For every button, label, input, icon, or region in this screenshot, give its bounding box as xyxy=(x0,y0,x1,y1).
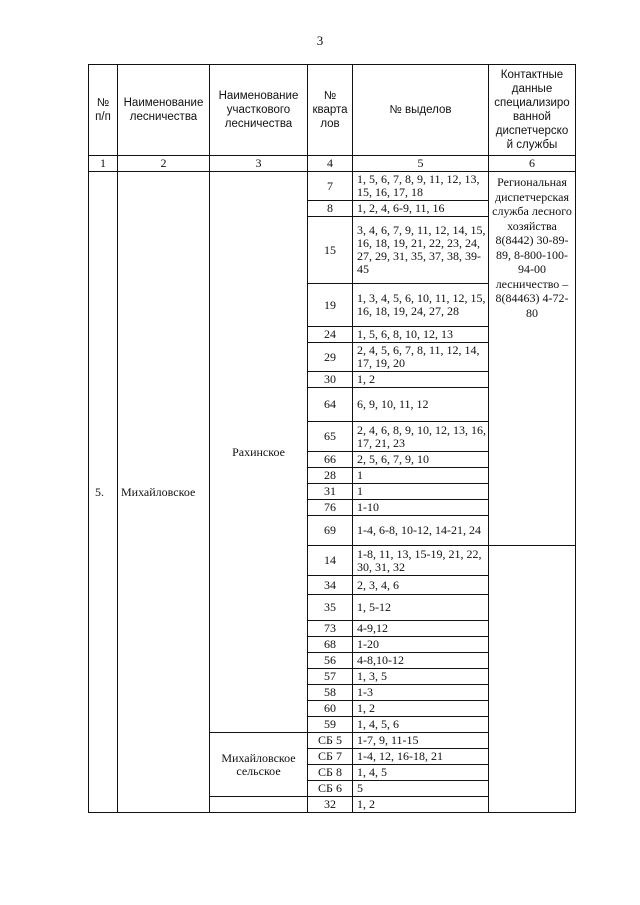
kvartal-cell: 15 xyxy=(308,217,353,284)
col-number: 4 xyxy=(308,156,353,172)
vydel-cell: 3, 4, 6, 7, 9, 11, 12, 14, 15, 16, 18, 19, 21, 22, 23, 24, 27, 29, 31, 35, 37, 38, 39-45 xyxy=(353,217,489,284)
kvartal-cell: 73 xyxy=(308,621,353,637)
contacts-cell: Региональная диспетчерская служба лесного хозяйства 8(8442) 30-89-89, 8-800-100-94-00 лесничество – 8(84463) 4-72-80 xyxy=(489,172,576,546)
kvartal-cell: 68 xyxy=(308,637,353,653)
kvartal-cell: 69 xyxy=(308,516,353,546)
kvartal-cell: 56 xyxy=(308,653,353,669)
kvartal-cell: СБ 6 xyxy=(308,781,353,797)
kvartal-cell: СБ 5 xyxy=(308,733,353,749)
uchastok-rakhinskoe: Рахинское xyxy=(210,172,308,733)
vydel-cell: 1-20 xyxy=(353,637,489,653)
kvartal-cell: 34 xyxy=(308,576,353,595)
vydel-cell: 1, 3, 4, 5, 6, 10, 11, 12, 15, 16, 18, 19, 24, 27, 28 xyxy=(353,284,489,327)
vydel-cell: 1, 2 xyxy=(353,372,489,388)
vydel-cell: 2, 4, 5, 6, 7, 8, 11, 12, 14, 17, 19, 20 xyxy=(353,343,489,372)
row-number: 5. xyxy=(89,172,118,813)
vydel-cell: 1, 4, 5, 6 xyxy=(353,717,489,733)
vydel-cell: 1, 5, 6, 7, 8, 9, 11, 12, 13, 15, 16, 17, 18 xyxy=(353,172,489,201)
lesnichestvo-name: Михайловское xyxy=(118,172,210,813)
header-contacts: Контактные данные специализиро ванной диспетчерско й службы xyxy=(489,65,576,156)
table-row xyxy=(89,172,576,201)
col-number: 6 xyxy=(489,156,576,172)
col-number: 2 xyxy=(118,156,210,172)
vydel-cell: 2, 3, 4, 6 xyxy=(353,576,489,595)
vydel-cell: 1, 3, 5 xyxy=(353,669,489,685)
contacts-empty-cell xyxy=(489,546,576,813)
col-number: 5 xyxy=(353,156,489,172)
kvartal-cell: 57 xyxy=(308,669,353,685)
vydel-cell: 1, 2, 4, 6-9, 11, 16 xyxy=(353,201,489,217)
kvartal-cell: 19 xyxy=(308,284,353,327)
kvartal-cell: 35 xyxy=(308,595,353,621)
vydel-cell: 1, 4, 5 xyxy=(353,765,489,781)
header-lesnichestvo: Наименование лесничества xyxy=(118,65,210,156)
column-number-row xyxy=(89,156,576,172)
kvartal-cell: 14 xyxy=(308,546,353,576)
kvartal-cell: СБ 8 xyxy=(308,765,353,781)
vydel-cell: 1, 2 xyxy=(353,701,489,717)
kvartal-cell: 28 xyxy=(308,468,353,484)
vydel-cell: 1 xyxy=(353,468,489,484)
col-number: 3 xyxy=(210,156,308,172)
vydel-cell: 1-4, 12, 16-18, 21 xyxy=(353,749,489,765)
vydel-cell: 1-10 xyxy=(353,500,489,516)
vydel-cell: 4-8,10-12 xyxy=(353,653,489,669)
header-number: № п/п xyxy=(89,65,118,156)
kvartal-cell: СБ 7 xyxy=(308,749,353,765)
kvartal-cell: 58 xyxy=(308,685,353,701)
vydel-cell: 1-7, 9, 11-15 xyxy=(353,733,489,749)
table-header-row xyxy=(89,65,576,156)
vydel-cell: 1 xyxy=(353,484,489,500)
header-vydel: № выделов xyxy=(353,65,489,156)
kvartal-cell: 64 xyxy=(308,388,353,422)
vydel-cell: 5 xyxy=(353,781,489,797)
vydel-cell: 1-4, 6-8, 10-12, 14-21, 24 xyxy=(353,516,489,546)
col-number: 1 xyxy=(89,156,118,172)
kvartal-cell: 8 xyxy=(308,201,353,217)
kvartal-cell: 65 xyxy=(308,422,353,452)
uchastok-mikhailovskoe-selskoe: Михайловское сельское xyxy=(210,733,308,797)
vydel-cell: 2, 4, 6, 8, 9, 10, 12, 13, 16, 17, 21, 23 xyxy=(353,422,489,452)
kvartal-cell: 24 xyxy=(308,327,353,343)
vydel-cell: 1, 2 xyxy=(353,797,489,813)
kvartal-cell: 60 xyxy=(308,701,353,717)
kvartal-cell: 29 xyxy=(308,343,353,372)
vydel-cell: 1-3 xyxy=(353,685,489,701)
page-number: 3 xyxy=(316,33,324,48)
kvartal-cell: 76 xyxy=(308,500,353,516)
vydel-cell: 1, 5-12 xyxy=(353,595,489,621)
kvartal-cell: 7 xyxy=(308,172,353,201)
header-uchastok: Наименование участкового лесничества xyxy=(210,65,308,156)
vydel-cell: 2, 5, 6, 7, 9, 10 xyxy=(353,452,489,468)
kvartal-cell: 31 xyxy=(308,484,353,500)
forestry-table xyxy=(88,64,576,813)
kvartal-cell: 66 xyxy=(308,452,353,468)
kvartal-cell: 32 xyxy=(308,797,353,813)
kvartal-cell: 30 xyxy=(308,372,353,388)
header-kvartal: № кварта лов xyxy=(308,65,353,156)
vydel-cell: 1, 5, 6, 8, 10, 12, 13 xyxy=(353,327,489,343)
vydel-cell: 1-8, 11, 13, 15-19, 21, 22, 30, 31, 32 xyxy=(353,546,489,576)
vydel-cell: 4-9,12 xyxy=(353,621,489,637)
kvartal-cell: 59 xyxy=(308,717,353,733)
vydel-cell: 6, 9, 10, 11, 12 xyxy=(353,388,489,422)
uchastok-empty-cell xyxy=(210,797,308,813)
